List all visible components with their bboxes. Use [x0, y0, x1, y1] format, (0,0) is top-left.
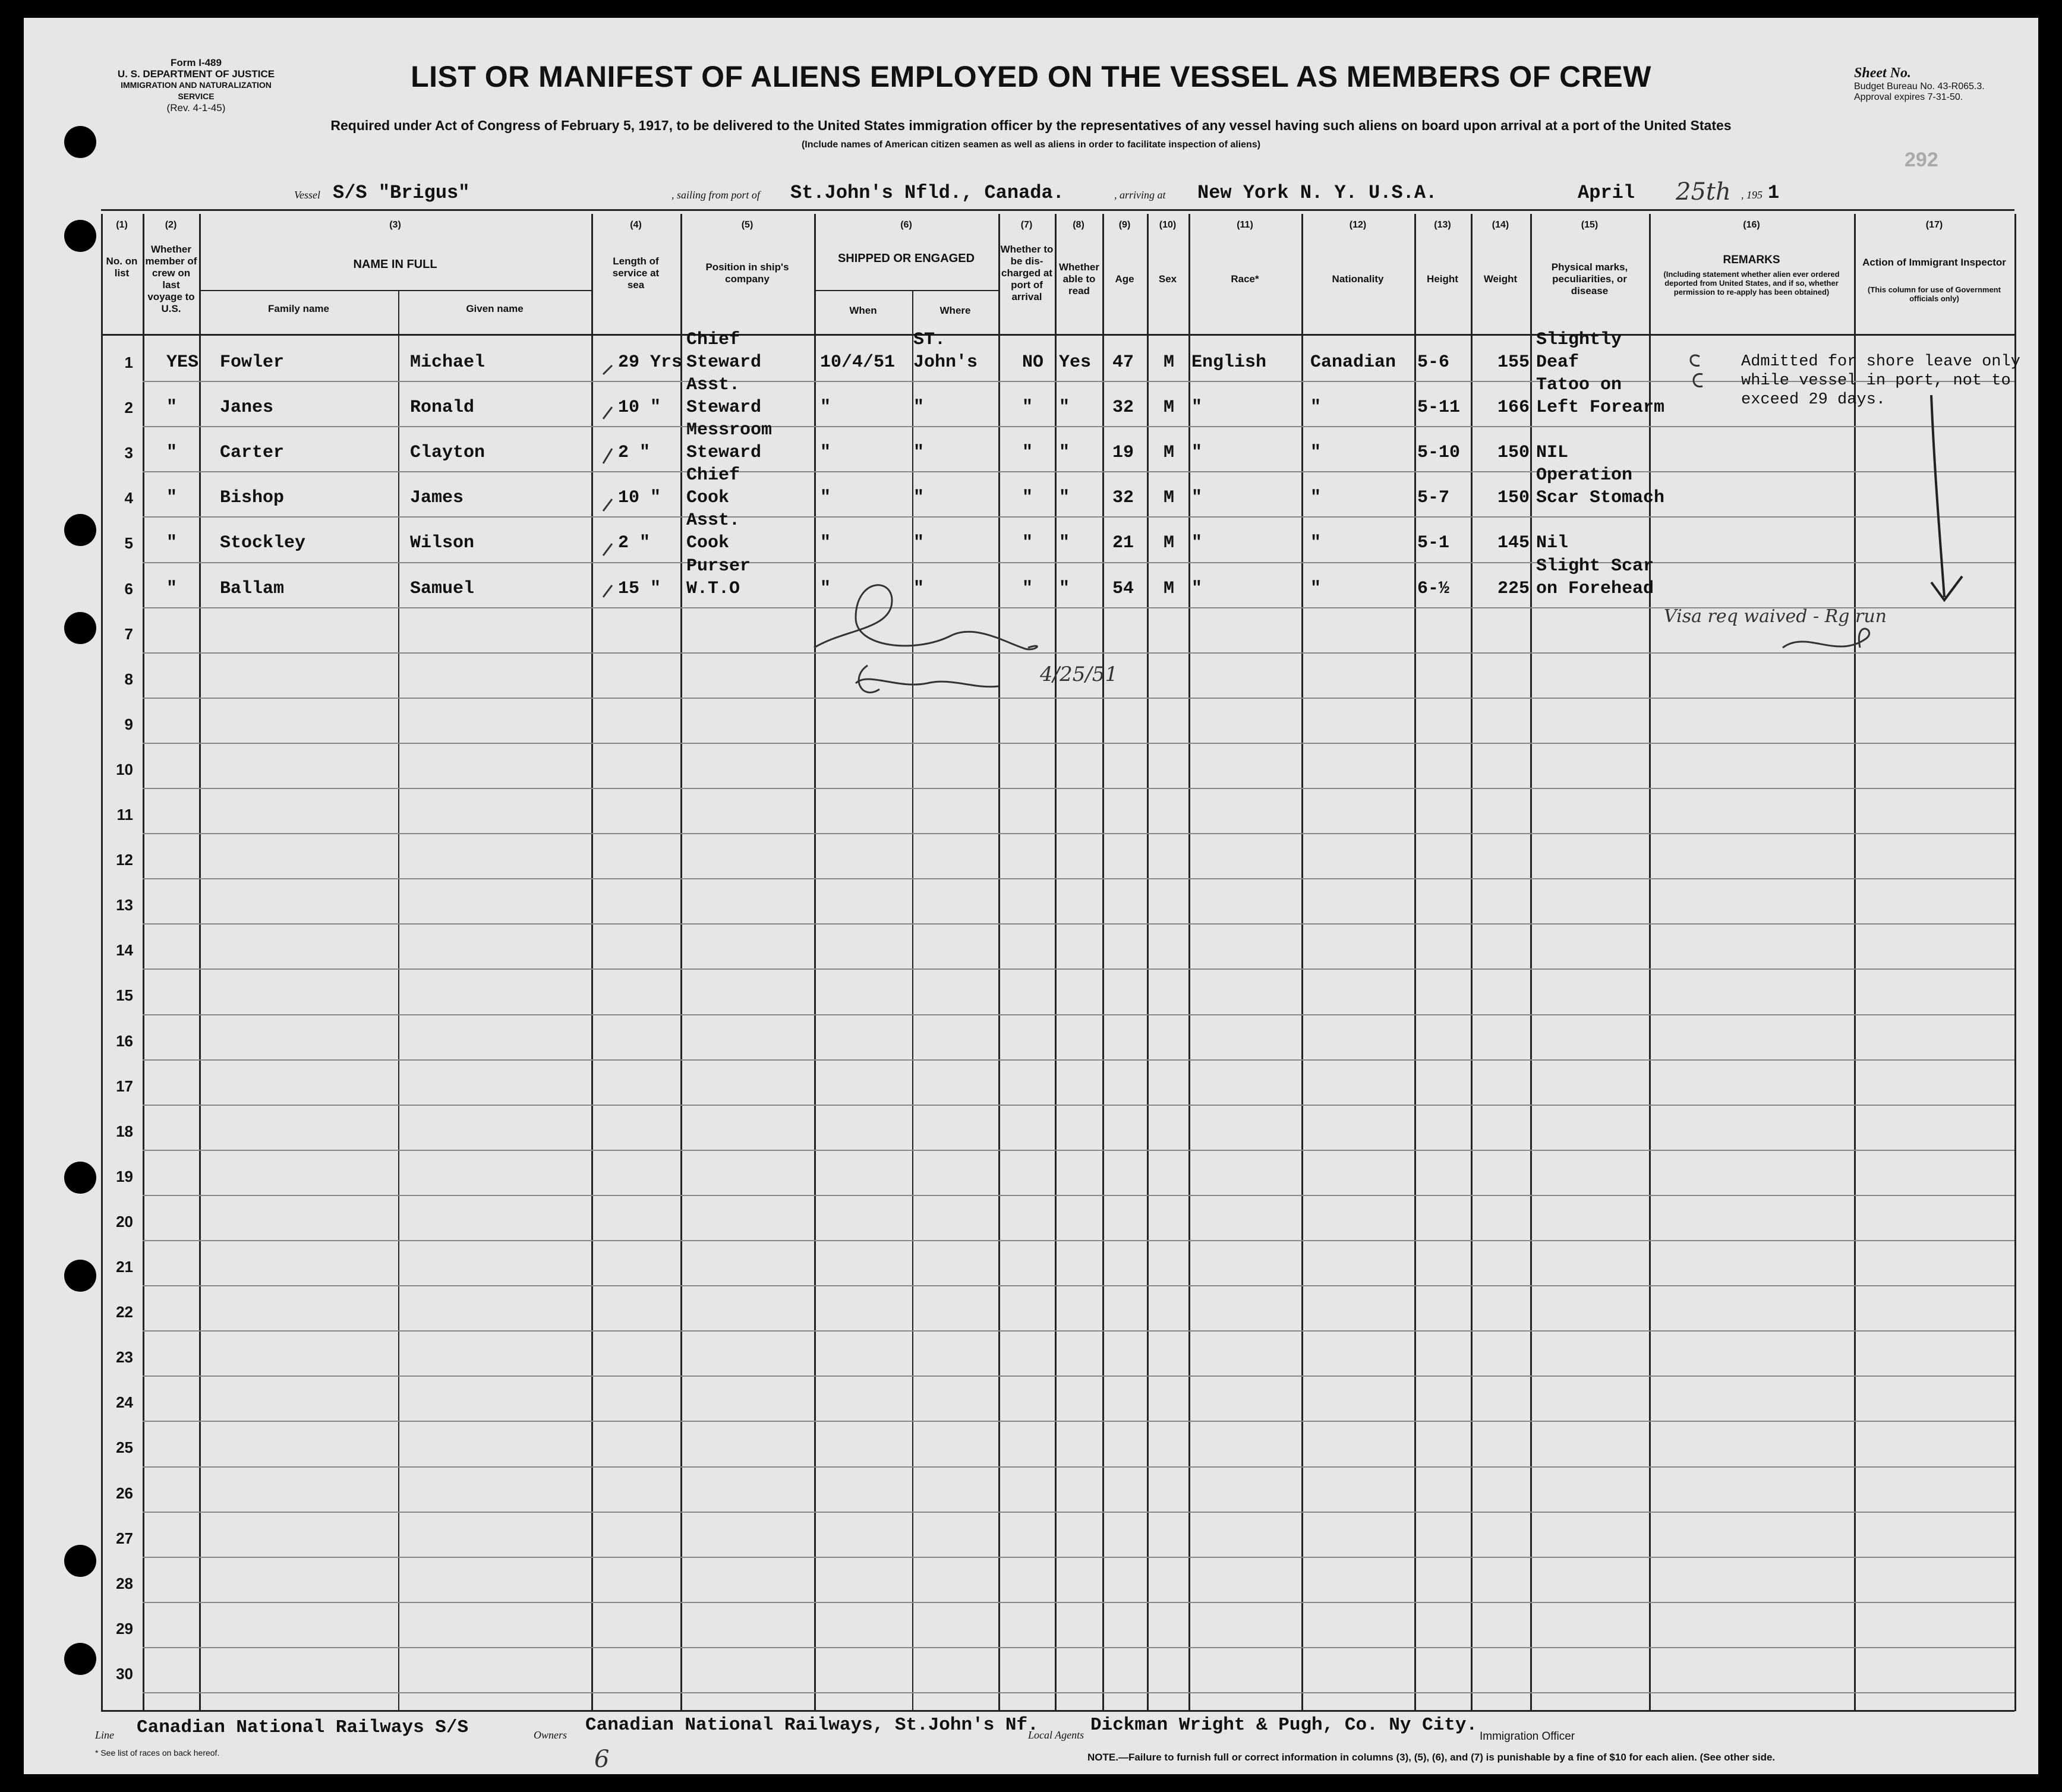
colnum-6: (6)	[900, 220, 912, 230]
crew-nat: "	[1310, 578, 1322, 599]
arrow-shaft	[1931, 395, 1944, 597]
colnum-5: (5)	[741, 220, 753, 230]
remarks-line-3: exceed 29 days.	[1741, 391, 1886, 409]
crew-when: 10/4/51	[820, 352, 896, 373]
crew-nat: "	[1310, 533, 1322, 554]
crew-last: YES	[166, 352, 199, 373]
vessel-label: Vessel	[294, 189, 320, 201]
crew-disch: NO	[1022, 352, 1044, 373]
crew-weight: 145	[1497, 533, 1530, 554]
punch-hole	[64, 1260, 96, 1292]
row-number: 7	[124, 624, 133, 643]
crew-pos1: Asst.	[686, 375, 740, 396]
crew-given: Ronald	[410, 397, 475, 418]
crew-last: "	[166, 578, 178, 599]
crew-last: "	[166, 397, 178, 418]
head-action: Action of Immigrant Inspector	[1862, 257, 2006, 268]
punch-hole	[64, 1545, 96, 1577]
row-number: 14	[116, 941, 133, 960]
colnum-9: (9)	[1118, 220, 1131, 230]
crew-phys2: Scar Stomach	[1536, 488, 1665, 509]
crew-phys2: Left Forearm	[1536, 397, 1665, 418]
crew-read: "	[1059, 533, 1070, 554]
crew-where2: John's	[913, 352, 978, 373]
crew-height: 6-½	[1417, 578, 1450, 599]
crew-service: 10 "	[618, 488, 661, 509]
crew-phys1: Slight Scar	[1536, 556, 1654, 576]
row-number: 16	[116, 1031, 133, 1050]
row-number: 25	[116, 1438, 133, 1457]
crew-read: "	[1059, 443, 1070, 463]
crew-last: "	[166, 443, 178, 463]
remarks-line-2: while vessel in port, not to	[1741, 372, 2011, 390]
colnum-13: (13)	[1434, 220, 1451, 230]
sheet-number-label: Sheet No.	[1854, 65, 1911, 81]
head-height: Height	[1427, 273, 1458, 285]
row-number: 2	[124, 399, 133, 417]
head-where: Where	[939, 305, 971, 316]
footer-races-note: * See list of races on back hereof.	[95, 1748, 220, 1758]
crew-disch: "	[1022, 443, 1033, 463]
crew-given: Samuel	[410, 578, 475, 599]
punch-hole	[64, 1162, 96, 1194]
colnum-8: (8)	[1073, 220, 1084, 230]
row-number: 4	[124, 489, 133, 507]
crew-disch: "	[1022, 488, 1033, 509]
colnum-14: (14)	[1492, 220, 1509, 230]
crew-family: Fowler	[220, 352, 285, 373]
crew-service: 15 "	[618, 578, 661, 599]
crew-race: "	[1191, 578, 1203, 599]
row-number: 15	[116, 986, 133, 1005]
crew-age: 19	[1112, 443, 1134, 463]
crew-pos2: W.T.O	[686, 578, 740, 599]
crew-read: "	[1059, 488, 1070, 509]
punch-hole	[64, 126, 96, 158]
officer-signature	[814, 585, 1037, 693]
head-remarks: REMARKS	[1723, 254, 1780, 266]
crew-given: Wilson	[410, 533, 475, 554]
year-prefix: , 195	[1741, 189, 1763, 201]
crew-where2: "	[913, 488, 925, 509]
punch-hole	[64, 612, 96, 644]
crew-table	[24, 18, 2038, 1774]
crew-pos2: Steward	[686, 352, 762, 373]
crew-race: "	[1191, 488, 1203, 509]
crew-sex: M	[1164, 533, 1175, 554]
head-discharged: Whether to be dis-charged at port of arrival	[1000, 244, 1054, 302]
crew-phys1: Slightly	[1536, 330, 1622, 350]
tick-marks	[603, 365, 612, 597]
crew-sex: M	[1164, 352, 1175, 373]
punch-hole	[64, 220, 96, 252]
colnum-15: (15)	[1581, 220, 1598, 230]
crew-nat: Canadian	[1310, 352, 1396, 373]
crew-pos1: Chief	[686, 330, 740, 350]
initials-mark	[1691, 355, 1702, 387]
sailing-label: , sailing from port of	[671, 189, 760, 201]
footer	[24, 1711, 2038, 1771]
footer-owners-label: Owners	[534, 1729, 567, 1741]
row-number: 28	[116, 1574, 133, 1592]
crew-nat: "	[1310, 397, 1322, 418]
colnum-16: (16)	[1743, 220, 1760, 230]
footer-crew-count: 6	[594, 1746, 610, 1773]
head-no-on-list: No. on list	[106, 255, 138, 279]
head-age: Age	[1115, 273, 1134, 285]
row-number: 22	[116, 1303, 133, 1321]
crew-disch: "	[1022, 533, 1033, 554]
port-from: St.John's Nfld., Canada.	[790, 182, 1064, 204]
legal-requirement: Required under Act of Congress of February 5, 1917, to be delivered to the United States immigration officer by the representatives of any vessel having such aliens on board upon arrival at a port of the United States	[330, 118, 1732, 133]
row-number: 23	[116, 1348, 133, 1367]
page-title: LIST OR MANIFEST OF ALIENS EMPLOYED ON THE VESSEL AS MEMBERS OF CREW	[411, 60, 1651, 93]
crew-pos1: Chief	[686, 465, 740, 486]
crew-age: 21	[1112, 533, 1134, 554]
port-to: New York N. Y. U.S.A.	[1197, 182, 1437, 204]
footer-owners: Canadian National Railways, St.John's Nf.	[585, 1715, 1039, 1736]
form-dept: U. S. DEPARTMENT OF JUSTICE	[117, 68, 275, 80]
crew-pos1: Asst.	[686, 510, 740, 531]
crew-read: "	[1059, 578, 1070, 599]
head-able-read: Whether able to read	[1059, 261, 1099, 296]
row-number: 29	[116, 1619, 133, 1638]
head-nationality: Nationality	[1332, 273, 1384, 285]
crew-phys2: on Forehead	[1536, 578, 1654, 599]
crew-height: 5-1	[1417, 533, 1450, 554]
row-number: 21	[116, 1258, 133, 1276]
crew-phys2: Deaf	[1536, 352, 1579, 373]
stamp-number: 292	[1905, 149, 1938, 171]
crew-when: "	[820, 533, 831, 554]
crew-last: "	[166, 533, 178, 554]
crew-family: Janes	[220, 397, 274, 418]
head-length-service: Length of service at sea	[612, 255, 660, 291]
crew-given: Clayton	[410, 443, 485, 463]
crew-family: Stockley	[220, 533, 306, 554]
crew-service: 29 Yrs	[618, 352, 683, 373]
crew-pos1: Purser	[686, 556, 751, 576]
colnum-3: (3)	[389, 220, 401, 230]
footer-fine-note: NOTE.—Failure to furnish full or correct information in columns (3), (5), (6), and (7) is punishable by a fine of $10 for each alien. (See other side.	[1087, 1752, 1776, 1763]
crew-phys1: Operation	[1536, 465, 1633, 486]
crew-when: "	[820, 578, 831, 599]
crew-height: 5-6	[1417, 352, 1450, 373]
crew-age: 47	[1112, 352, 1134, 373]
approval-expiry: Approval expires 7-31-50.	[1854, 92, 1963, 102]
crew-sex: M	[1164, 488, 1175, 509]
row-number: 26	[116, 1484, 133, 1502]
crew-disch: "	[1022, 578, 1033, 599]
crew-when: "	[820, 443, 831, 463]
crew-read: "	[1059, 397, 1070, 418]
visa-waiver-note: Visa req waived - Rg run	[1664, 606, 1887, 627]
head-name-in-full: NAME IN FULL	[353, 258, 437, 271]
remarks-line-1: Admitted for shore leave only	[1741, 353, 2020, 371]
row-number: 5	[124, 534, 133, 553]
signature-date: 4/25/51	[1040, 662, 1118, 686]
head-shipped: SHIPPED OR ENGAGED	[837, 252, 975, 265]
colnum-2: (2)	[165, 220, 177, 230]
arriving-label: , arriving at	[1114, 189, 1166, 201]
crew-where2: "	[913, 443, 925, 463]
inclusion-note: (Include names of American citizen seamen as well as aliens in order to facilitate inspection of aliens)	[801, 140, 1261, 150]
head-action-note: (This column for use of Government officials only)	[1868, 285, 2001, 303]
row-number: 8	[124, 670, 133, 688]
crew-given: James	[410, 488, 464, 509]
crew-race: "	[1191, 397, 1203, 418]
crew-family: Ballam	[220, 578, 285, 599]
crew-phys1: Tatoo on	[1536, 375, 1622, 396]
crew-sex: M	[1164, 443, 1175, 463]
form-rev: (Rev. 4-1-45)	[166, 102, 226, 113]
row-number: 18	[116, 1122, 133, 1140]
row-number: 20	[116, 1212, 133, 1231]
manifest-sheet	[24, 18, 2038, 1774]
crew-last: "	[166, 488, 178, 509]
crew-when: "	[820, 488, 831, 509]
head-physical: Physical marks, peculiarities, or disease	[1551, 261, 1628, 296]
punch-hole	[64, 514, 96, 546]
action-arrow	[1931, 395, 1962, 600]
handwritten-marks	[24, 18, 2038, 1774]
colnum-17: (17)	[1925, 220, 1943, 230]
crew-race: "	[1191, 533, 1203, 554]
colnum-10: (10)	[1159, 220, 1177, 230]
colnum-4: (4)	[630, 220, 642, 230]
crew-height: 5-10	[1417, 443, 1461, 463]
punch-hole	[64, 1643, 96, 1675]
arrival-month: April	[1578, 182, 1635, 204]
head-remarks-note: (Including statement whether alien ever ordered deported from United States, and if so, whether permission to re-apply has been obtained)	[1663, 270, 1840, 296]
crew-pos2: Steward	[686, 397, 762, 418]
crew-service: 2 "	[618, 533, 651, 554]
colnum-12: (12)	[1349, 220, 1367, 230]
crew-disch: "	[1022, 397, 1033, 418]
crew-when: "	[820, 397, 831, 418]
crew-weight: 150	[1497, 488, 1530, 509]
arrival-day: 25th	[1676, 178, 1731, 206]
crew-weight: 225	[1497, 578, 1530, 599]
row-number: 13	[116, 896, 133, 914]
crew-phys2: Nil	[1536, 533, 1569, 554]
head-weight: Weight	[1483, 273, 1518, 285]
arrow-head	[1931, 576, 1962, 600]
footer-line: Canadian National Railways S/S	[137, 1717, 469, 1738]
form-number: Form I-489	[171, 57, 222, 68]
colnum-11: (11)	[1237, 220, 1253, 230]
footer-officer-label: Immigration Officer	[1480, 1730, 1575, 1743]
crew-weight: 150	[1497, 443, 1530, 463]
head-position: Position in ship's company	[705, 261, 789, 285]
row-number: 27	[116, 1529, 133, 1547]
crew-nat: "	[1310, 488, 1322, 509]
crew-age: 54	[1112, 578, 1134, 599]
crew-pos1: Messroom	[686, 420, 773, 441]
row-number: 19	[116, 1167, 133, 1185]
crew-phys2: NIL	[1536, 443, 1569, 463]
colnum-1: (1)	[116, 220, 128, 230]
crew-where1: ST.	[913, 330, 946, 350]
crew-weight: 166	[1497, 397, 1530, 418]
row-number: 24	[116, 1393, 133, 1412]
crew-race: English	[1191, 352, 1267, 373]
crew-where2: "	[913, 397, 925, 418]
crew-given: Michael	[410, 352, 485, 373]
crew-age: 32	[1112, 488, 1134, 509]
footer-agents-label: Local Agents	[1028, 1729, 1084, 1741]
head-member-last-voyage: Whether member of crew on last voyage to U.S.	[145, 244, 197, 314]
crew-pos2: Cook	[686, 488, 730, 509]
vessel-name: S/S "Brigus"	[333, 182, 470, 204]
head-sex: Sex	[1158, 273, 1177, 285]
crew-height: 5-11	[1417, 397, 1461, 418]
footer-line-label: Line	[95, 1729, 115, 1741]
crew-pos2: Cook	[686, 533, 730, 554]
row-number: 30	[116, 1664, 133, 1683]
head-race: Race*	[1231, 273, 1259, 285]
remarks-signature	[1783, 629, 1869, 648]
crew-height: 5-7	[1417, 488, 1450, 509]
head-when: When	[849, 305, 877, 316]
crew-where2: "	[913, 578, 925, 599]
form-service: IMMIGRATION AND NATURALIZATION SERVICE	[121, 80, 272, 101]
crew-family: Carter	[220, 443, 285, 463]
budget-number: Budget Bureau No. 43-R065.3.	[1854, 81, 1985, 92]
crew-age: 32	[1112, 397, 1134, 418]
crew-service: 2 "	[618, 443, 651, 463]
colnum-7: (7)	[1020, 220, 1033, 230]
crew-sex: M	[1164, 578, 1175, 599]
crew-read: Yes	[1059, 352, 1092, 373]
head-family-name: Family name	[268, 303, 329, 314]
crew-pos2: Steward	[686, 443, 762, 463]
crew-where2: "	[913, 533, 925, 554]
row-number: 17	[116, 1077, 133, 1095]
row-number: 6	[124, 579, 133, 598]
crew-race: "	[1191, 443, 1203, 463]
row-number: 12	[116, 851, 133, 869]
crew-service: 10 "	[618, 397, 661, 418]
row-number: 9	[124, 715, 133, 733]
crew-weight: 155	[1497, 352, 1530, 373]
row-number: 10	[116, 760, 133, 778]
year-suffix: 1	[1768, 182, 1780, 204]
crew-nat: "	[1310, 443, 1322, 463]
head-given-name: Given name	[466, 303, 524, 314]
footer-agents: Dickman Wright & Pugh, Co. Ny City.	[1090, 1715, 1478, 1736]
row-number: 1	[124, 354, 133, 371]
row-number: 3	[124, 444, 133, 462]
row-number: 11	[116, 806, 133, 824]
crew-sex: M	[1164, 397, 1175, 418]
crew-family: Bishop	[220, 488, 285, 509]
